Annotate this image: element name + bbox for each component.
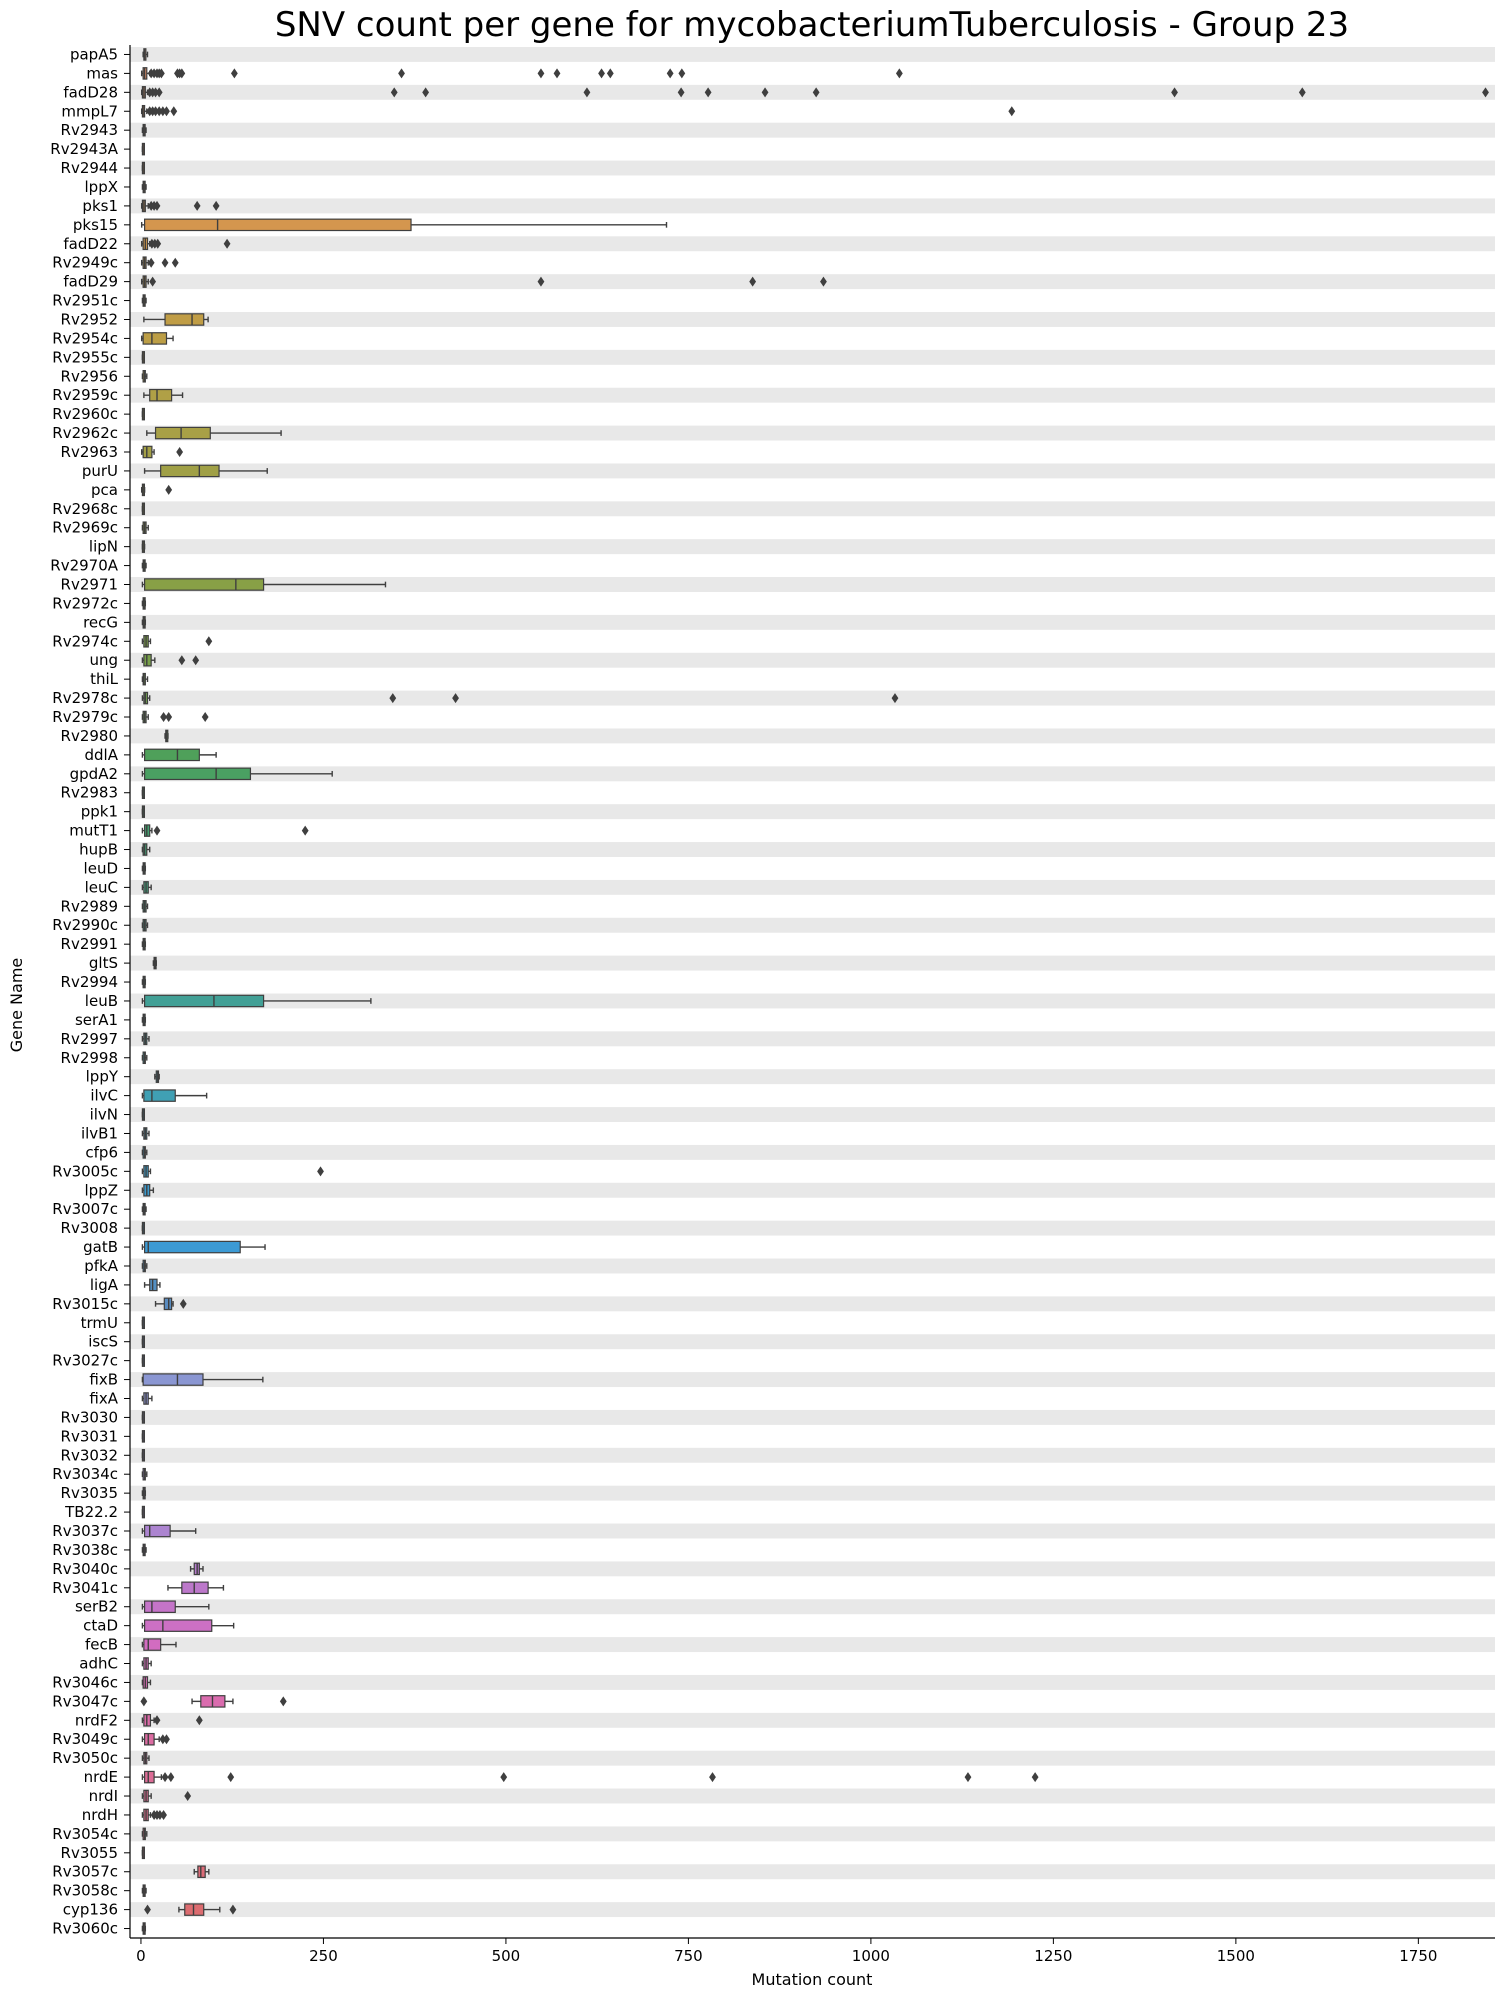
y-tick-label: fadD22: [63, 234, 118, 253]
y-tick-label: Rv2949c: [52, 253, 118, 272]
row-band: [130, 766, 1495, 781]
row-band: [130, 539, 1495, 554]
row-bands: [130, 47, 1495, 1917]
y-tick-label: fadD29: [63, 272, 118, 291]
y-tick-label: Rv3032: [60, 1446, 118, 1465]
box-lipN: [142, 541, 144, 552]
row-band: [130, 1561, 1495, 1576]
row-band: [130, 1789, 1495, 1804]
y-tick-label: Rv3035: [60, 1484, 118, 1503]
row-band: [130, 1826, 1495, 1841]
y-tick-label: lppZ: [84, 1181, 118, 1200]
box-mmpL7: [142, 106, 1015, 117]
box-Rv3007c: [142, 1204, 146, 1215]
y-tick-label: Rv2944: [60, 159, 118, 178]
box-Rv2991: [142, 938, 145, 949]
x-tick-label: 1000: [851, 1947, 890, 1965]
box-thiL: [142, 673, 147, 684]
y-tick-label: cyp136: [62, 1900, 118, 1919]
box-Rv2954c: [142, 333, 173, 344]
y-tick-label: ilvB1: [80, 1124, 118, 1143]
y-tick-label: leuB: [84, 991, 118, 1010]
box-iqr: [145, 219, 411, 230]
box-Rv2983: [142, 787, 144, 798]
outlier-point: [1008, 106, 1015, 116]
outlier-point: [227, 1772, 234, 1782]
box-iqr: [145, 1734, 154, 1745]
y-tick-label: adhC: [79, 1654, 118, 1673]
row-band: [130, 1031, 1495, 1046]
y-tick-label: Rv3027c: [52, 1351, 118, 1370]
row-band: [130, 804, 1495, 819]
outlier-point: [231, 68, 238, 78]
box-Rv2944: [142, 162, 144, 173]
outlier-point: [165, 712, 172, 722]
box-gatB: [142, 1241, 265, 1252]
y-tick-label: Rv3060c: [52, 1919, 118, 1938]
y-tick-label: fixA: [89, 1389, 118, 1408]
row-band: [130, 463, 1495, 478]
outlier-point: [165, 485, 172, 495]
y-tick-label: pks1: [82, 196, 118, 215]
y-axis-label: Gene Name: [7, 957, 26, 1053]
outlier-point: [140, 1696, 147, 1706]
outlier-point: [302, 826, 309, 836]
row-band: [130, 1599, 1495, 1614]
outlier-point: [162, 1772, 169, 1782]
box-iqr: [150, 390, 172, 401]
y-tick-label: Rv3050c: [52, 1749, 118, 1768]
box-ctaD: [142, 1620, 233, 1631]
y-tick-label: Rv2997: [60, 1029, 118, 1048]
box-pca: [142, 484, 172, 495]
box-Rv3047c: [140, 1696, 286, 1707]
x-tick-label: 1250: [1034, 1947, 1073, 1965]
y-tick-label: ilvN: [89, 1105, 118, 1124]
y-tick-label: Rv3041c: [52, 1578, 118, 1597]
row-band: [130, 1069, 1495, 1084]
outlier-point: [172, 258, 179, 268]
box-Rv3032: [142, 1450, 144, 1461]
y-tick-label: Rv3049c: [52, 1730, 118, 1749]
box-iqr: [145, 1601, 176, 1612]
y-tick-label: Rv3055: [60, 1843, 118, 1862]
y-tick-label: ppk1: [80, 802, 118, 821]
y-tick-label: Rv2969c: [52, 518, 118, 537]
outlier-point: [163, 106, 170, 116]
y-tick-label: Rv2983: [60, 783, 118, 802]
y-tick-label: lppY: [85, 1067, 118, 1086]
x-tick-label: 500: [491, 1947, 521, 1965]
y-tick-label: Rv2963: [60, 442, 118, 461]
box-iqr: [144, 1639, 161, 1650]
box-iqr: [185, 1904, 204, 1915]
box-Rv3027c: [142, 1355, 144, 1366]
y-tick-label: nrdF2: [74, 1711, 118, 1730]
row-band: [130, 1410, 1495, 1425]
box-iqr: [145, 1241, 241, 1252]
x-tick-label: 1500: [1216, 1947, 1255, 1965]
row-band: [130, 1372, 1495, 1387]
row-band: [130, 123, 1495, 138]
y-tick-label: pca: [91, 480, 118, 499]
y-tick-label: TB22.2: [65, 1503, 118, 1522]
y-tick-label: Rv2972c: [52, 594, 118, 613]
box-iqr: [156, 427, 211, 438]
outlier-point: [607, 68, 614, 78]
row-band: [130, 198, 1495, 213]
box-ilvC: [142, 1090, 206, 1101]
outlier-point: [896, 68, 903, 78]
box-Rv2949c: [142, 257, 179, 268]
outlier-point: [538, 68, 545, 78]
outlier-point: [170, 106, 177, 116]
row-band: [130, 691, 1495, 706]
outlier-point: [667, 68, 674, 78]
x-axis: [130, 1938, 1495, 1965]
row-band: [130, 1486, 1495, 1501]
y-tick-label: nrdI: [88, 1787, 118, 1806]
outlier-point: [598, 68, 605, 78]
row-band: [130, 236, 1495, 251]
box-Rv2955c: [142, 352, 144, 363]
row-band: [130, 1259, 1495, 1274]
y-tick-label: pks15: [72, 215, 118, 234]
row-band: [130, 501, 1495, 516]
box-Rv3031: [142, 1431, 144, 1442]
y-tick-label: Rv3057c: [52, 1862, 118, 1881]
box-Rv3034c: [142, 1469, 146, 1480]
box-iqr: [145, 995, 264, 1006]
outlier-point: [163, 1734, 170, 1744]
row-band: [130, 1221, 1495, 1236]
outlier-point: [398, 68, 405, 78]
box-iqr: [145, 1525, 171, 1536]
y-tick-label: Rv3005c: [52, 1162, 118, 1181]
y-tick-label: Rv2962c: [52, 424, 118, 443]
box-iqr: [143, 1374, 203, 1385]
box-iqr: [164, 1298, 171, 1309]
box-Rv2943: [142, 125, 146, 136]
box-adhC: [142, 1658, 151, 1669]
box-Rv2972c: [142, 598, 145, 609]
x-axis-label: Mutation count: [751, 1970, 873, 1989]
box-iqr: [182, 1582, 208, 1593]
outlier-point: [500, 1772, 507, 1782]
y-tick-label: Rv3034c: [52, 1465, 118, 1484]
y-tick-label: Rv3007c: [52, 1200, 118, 1219]
y-tick-label: Rv2974c: [52, 632, 118, 651]
row-band: [130, 388, 1495, 403]
y-tick-label: Rv3037c: [52, 1522, 118, 1541]
row-band: [130, 1296, 1495, 1311]
y-tick-label: fecB: [84, 1635, 118, 1654]
box-mas: [142, 68, 903, 79]
y-tick-label: Rv2998: [60, 1048, 118, 1067]
outlier-point: [709, 1772, 716, 1782]
y-tick-label: Rv2943: [60, 121, 118, 140]
box-Rv2951c: [142, 295, 146, 306]
chart-title: SNV count per gene for mycobacteriumTuberculosis - Group 23: [274, 5, 1350, 45]
y-tick-label: Rv2980: [60, 726, 118, 745]
y-tick-label: Rv3038c: [52, 1540, 118, 1559]
box-iqr: [145, 749, 200, 760]
y-tick-label: Rv2994: [60, 973, 118, 992]
y-tick-label: mutT1: [69, 821, 118, 840]
outlier-point: [678, 68, 685, 78]
y-tick-label: Rv2956: [60, 367, 118, 386]
y-tick-label: mmpL7: [61, 102, 118, 121]
row-band: [130, 161, 1495, 176]
y-tick-label: nrdH: [81, 1805, 118, 1824]
y-tick-label: iscS: [88, 1332, 118, 1351]
box-Rv3060c: [142, 1923, 145, 1934]
y-tick-label: Rv2952: [60, 310, 118, 329]
box-Rv2994: [142, 976, 145, 987]
box-iqr: [143, 446, 152, 457]
y-tick-label: pfkA: [84, 1256, 118, 1275]
box-Rv2960c: [142, 408, 144, 419]
y-tick-label: Rv2970A: [50, 556, 118, 575]
box-leuD: [142, 863, 145, 874]
outlier-point: [317, 1166, 324, 1176]
box-Rv2980: [165, 730, 168, 741]
row-band: [130, 1448, 1495, 1463]
box-nrdE: [142, 1771, 1038, 1782]
box-iqr: [145, 1771, 154, 1782]
y-tick-label: gatB: [83, 1238, 118, 1257]
row-band: [130, 274, 1495, 289]
outlier-point: [148, 258, 155, 268]
row-band: [130, 842, 1495, 857]
box-iqr: [145, 579, 264, 590]
box-iqr: [145, 768, 251, 779]
box-serA1: [142, 1014, 145, 1025]
box-iqr: [143, 333, 166, 344]
box-ligA: [145, 1279, 160, 1290]
row-band: [130, 1107, 1495, 1122]
y-tick-label: Rv2979c: [52, 708, 118, 727]
outlier-point: [176, 447, 183, 457]
box-Rv2970A: [142, 560, 146, 571]
row-band: [130, 1713, 1495, 1728]
row-band: [130, 918, 1495, 933]
box-iqr: [161, 465, 219, 476]
row-band: [130, 1864, 1495, 1879]
box-Rv2963: [142, 446, 183, 457]
box-Rv2943A: [142, 143, 144, 154]
y-tick-label: gltS: [88, 954, 118, 973]
y-tick-label: Rv3054c: [52, 1824, 118, 1843]
y-tick-label: recG: [83, 613, 118, 632]
y-tick-label: Rv2955c: [52, 348, 118, 367]
box-recG: [142, 617, 145, 628]
row-band: [130, 1637, 1495, 1652]
box-Rv3041c: [168, 1582, 223, 1593]
y-tick-label: ung: [89, 651, 118, 670]
y-tick-label: Rv3030: [60, 1408, 118, 1427]
y-tick-label: Rv2943A: [50, 140, 118, 159]
box-iqr: [145, 1620, 212, 1631]
row-band: [130, 350, 1495, 365]
y-tick-label: purU: [81, 461, 118, 480]
y-tick-label: Rv2971: [60, 575, 118, 594]
box-nrdH: [142, 1809, 167, 1820]
box-Rv3058c: [142, 1885, 146, 1896]
y-tick-label: fadD28: [63, 83, 118, 102]
box-iqr: [144, 655, 151, 666]
row-band: [130, 426, 1495, 441]
box-gltS: [153, 957, 156, 968]
box-iscS: [142, 1336, 144, 1347]
row-band: [130, 1334, 1495, 1349]
box-fixA: [142, 1393, 151, 1404]
y-tick-label: gpdA2: [69, 764, 118, 783]
y-tick-label: hupB: [79, 840, 118, 859]
y-tick-label: Rv2954c: [52, 329, 118, 348]
row-band: [130, 880, 1495, 895]
y-tick-label: Rv2960c: [52, 405, 118, 424]
row-band: [130, 728, 1495, 743]
y-tick-label: Rv2991: [60, 935, 118, 954]
box-Rv2969c: [142, 522, 148, 533]
box-trmU: [142, 1317, 144, 1328]
x-tick-label: 250: [309, 1947, 338, 1965]
y-tick-label: Rv2978c: [52, 689, 118, 708]
box-Rv2974c: [142, 636, 212, 647]
outlier-point: [554, 68, 561, 78]
x-tick-label: 0: [136, 1947, 146, 1965]
y-tick-label: leuD: [83, 859, 118, 878]
box-lppX: [142, 181, 146, 192]
box-Rv3030: [142, 1412, 144, 1423]
y-tick-label: fixB: [89, 1370, 118, 1389]
outlier-point: [162, 258, 169, 268]
row-band: [130, 312, 1495, 327]
outlier-point: [1032, 1772, 1039, 1782]
row-band: [130, 85, 1495, 100]
box-Rv2956: [142, 371, 146, 382]
box-iqr: [144, 1090, 175, 1101]
box-Rv2979c: [142, 711, 208, 722]
row-band: [130, 956, 1495, 971]
y-tick-label: lppX: [84, 177, 118, 196]
outlier-point: [280, 1696, 287, 1706]
y-tick-label: trmU: [80, 1313, 118, 1332]
y-tick-label: Rv3058c: [52, 1881, 118, 1900]
box-TB22.2: [142, 1506, 144, 1517]
row-band: [130, 1145, 1495, 1160]
y-tick-label: ilvC: [90, 1086, 118, 1105]
row-band: [130, 1524, 1495, 1539]
box-iqr: [150, 1279, 157, 1290]
outlier-point: [160, 1810, 167, 1820]
y-tick-label: leuC: [84, 878, 118, 897]
box-ppk1: [142, 806, 144, 817]
box-Rv2989: [142, 901, 147, 912]
box-iqr: [165, 314, 204, 325]
box-Rv2998: [142, 1052, 146, 1063]
row-band: [130, 1902, 1495, 1917]
outlier-point: [154, 826, 161, 836]
y-tick-label: Rv3040c: [52, 1559, 118, 1578]
y-tick-label: Rv3031: [60, 1427, 118, 1446]
box-ilvN: [142, 1109, 144, 1120]
box-ilvB1: [142, 1128, 149, 1139]
box-Rv3038c: [142, 1544, 146, 1555]
box-Rv3008: [142, 1222, 144, 1233]
y-tick-label: Rv3047c: [52, 1692, 118, 1711]
y-tick-label: thiL: [90, 670, 118, 689]
y-tick-label: Rv2968c: [52, 499, 118, 518]
box-Rv3055: [142, 1847, 144, 1858]
y-tick-label: Rv2990c: [52, 916, 118, 935]
box-Rv3035: [142, 1487, 145, 1498]
y-tick-label: Rv2959c: [52, 386, 118, 405]
box-pks15: [142, 219, 667, 230]
y-tick-label: papA5: [69, 45, 118, 64]
row-band: [130, 1675, 1495, 1690]
y-tick-label: cfp6: [85, 1143, 118, 1162]
row-band: [130, 1183, 1495, 1198]
box-mutT1: [142, 825, 308, 836]
y-tick-label: Rv2989: [60, 897, 118, 916]
y-tick-label: mas: [86, 64, 118, 83]
y-tick-label: Rv3008: [60, 1219, 118, 1238]
y-tick-label: nrdE: [83, 1768, 118, 1787]
y-tick-label: ligA: [89, 1275, 118, 1294]
y-tick-label: lipN: [88, 537, 118, 556]
y-axis: [50, 45, 130, 1938]
box-Rv3005c: [142, 1166, 324, 1177]
outlier-point: [202, 712, 209, 722]
y-tick-label: Rv3015c: [52, 1294, 118, 1313]
x-tick-label: 1750: [1399, 1947, 1438, 1965]
box-iqr: [198, 1866, 205, 1877]
box-Rv3049c: [142, 1734, 169, 1745]
outlier-point: [167, 1772, 174, 1782]
y-tick-label: serB2: [74, 1597, 118, 1616]
row-band: [130, 47, 1495, 62]
box-ddlA: [142, 749, 216, 760]
box-Rv2968c: [142, 503, 144, 514]
row-band: [130, 1751, 1495, 1766]
outlier-point: [205, 636, 212, 646]
y-tick-label: ddlA: [84, 745, 118, 764]
y-tick-label: ctaD: [83, 1616, 118, 1635]
y-tick-label: Rv2951c: [52, 291, 118, 310]
y-tick-label: Rv3046c: [52, 1673, 118, 1692]
outlier-point: [965, 1772, 972, 1782]
row-band: [130, 653, 1495, 668]
y-tick-label: serA1: [74, 1010, 118, 1029]
x-tick-label: 750: [674, 1947, 703, 1965]
row-band: [130, 615, 1495, 630]
